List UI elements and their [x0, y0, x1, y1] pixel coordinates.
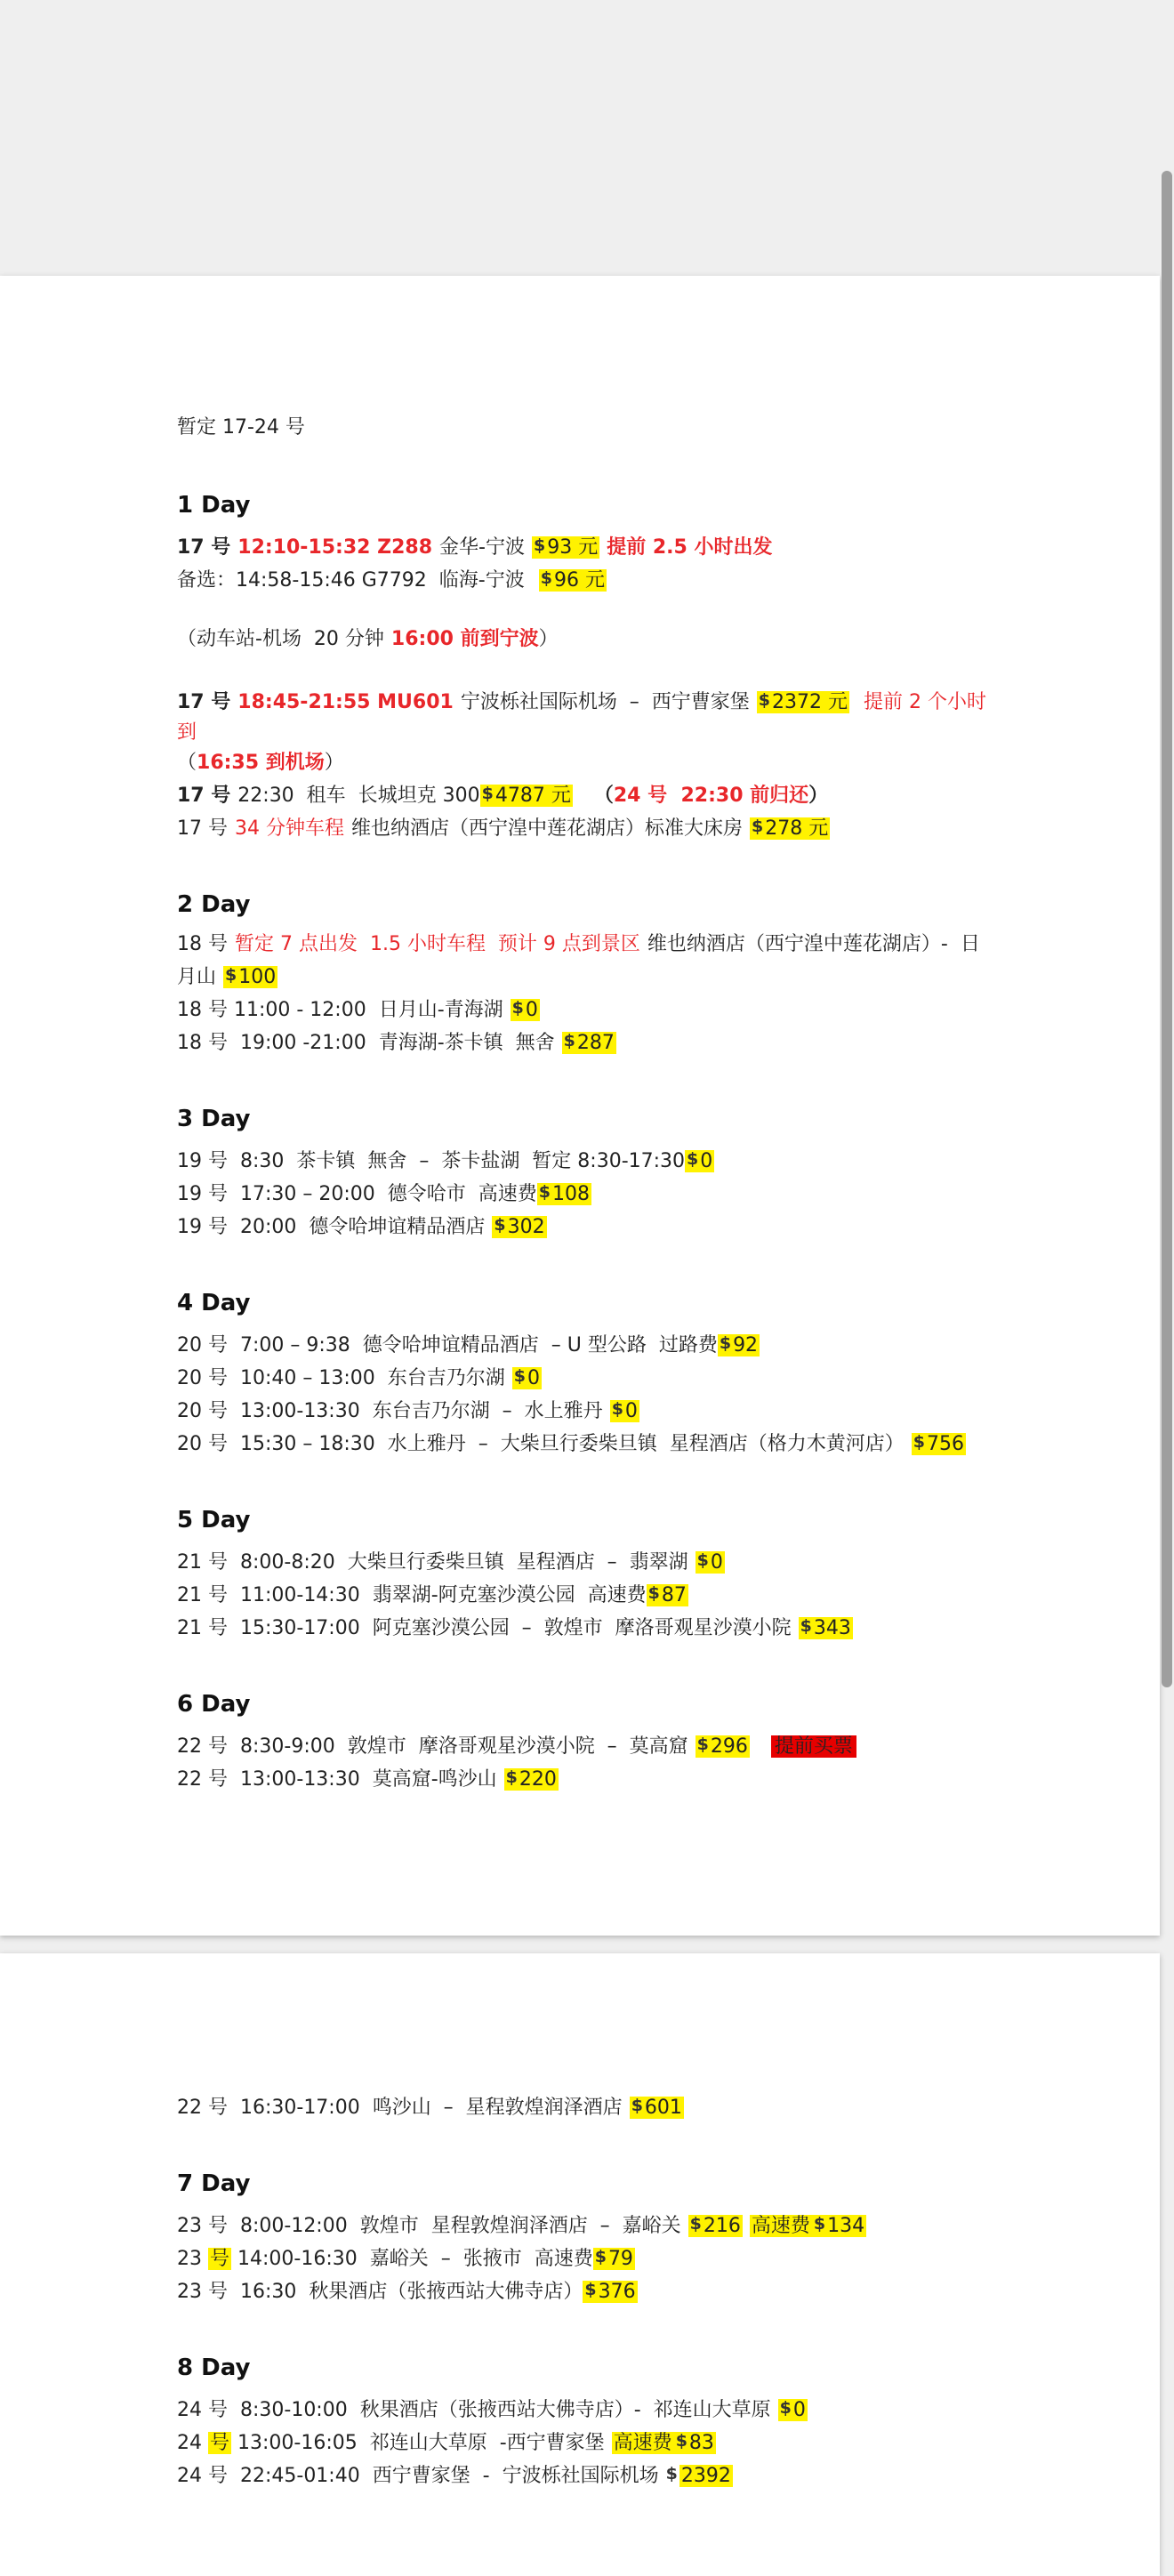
- entry-text: 21 号 15:30-17:00 阿克塞沙漠公园 – 敦煌市 摩洛哥观星沙漠小院: [177, 1617, 792, 1639]
- entry-text: 20 号 13:00-13:30 东台吉乃尔湖 – 水上雅丹: [177, 1400, 603, 1422]
- train-time: 12:10-15:32 Z288: [237, 536, 433, 559]
- dollar-icon: $: [594, 2247, 607, 2266]
- dollar-icon: $: [719, 1333, 732, 1353]
- day-6-line-3: [177, 2090, 1004, 2123]
- cost-value: 92: [733, 1334, 759, 1356]
- cost-value: 302: [507, 1216, 545, 1238]
- day-2-line-3: [177, 1026, 1004, 1059]
- dollar-icon: $: [675, 2431, 688, 2451]
- cost-badge: [718, 1334, 760, 1356]
- cost-badge: [799, 1617, 853, 1639]
- page-2-content: [177, 2090, 1004, 2491]
- cost-badge: [812, 2215, 866, 2237]
- cost-value: 601: [644, 2097, 682, 2119]
- cost-badge: [504, 1768, 559, 1791]
- day-2-line-1: [177, 930, 1004, 960]
- day-7-title: 7 Day: [177, 2170, 251, 2197]
- entry-text: 20 号 7:00 – 9:38 德令哈坤谊精品酒店 – U 型公路 过路费: [177, 1334, 718, 1356]
- day-1-line-5: [177, 778, 1004, 811]
- day-3-line-2: [177, 1177, 1004, 1210]
- cost-value: 83: [688, 2432, 714, 2454]
- day-3-line-1: [177, 1144, 1004, 1177]
- day-2-line-1b: [177, 960, 1004, 993]
- hotel-text: 维也纳酒店（西宁湟中莲花湖店）标准大床房: [351, 817, 744, 840]
- cost-badge: [492, 1216, 546, 1238]
- dollar-icon: $: [225, 965, 237, 985]
- cost-value: 2392: [680, 2465, 731, 2487]
- dollar-icon: $: [687, 1149, 699, 1169]
- day-4-line-1: [177, 1328, 1004, 1361]
- entry-text: 14:00-16:30 嘉峪关 – 张掖市 高速费: [231, 2248, 593, 2270]
- day-4-line-2: [177, 1361, 1004, 1394]
- cost-value: 2372 元: [772, 691, 848, 713]
- cost-value: 4787 元: [495, 785, 571, 807]
- cost-badge: [630, 2097, 684, 2119]
- dollar-icon: $: [689, 2214, 702, 2234]
- cost-badge: [696, 1735, 750, 1758]
- cost-value: 96 元: [553, 569, 605, 592]
- dollar-icon: $: [631, 2096, 643, 2115]
- dollar-icon: $: [696, 1550, 709, 1570]
- cost-value: 87: [661, 1584, 687, 1606]
- dollar-icon: $: [758, 690, 771, 710]
- cost-badge: [688, 2215, 743, 2237]
- flight-time: 18:45-21:55 MU601: [237, 691, 454, 713]
- day-7-line-1: [177, 2209, 1004, 2242]
- cost-badge: [511, 999, 540, 1021]
- cost-badge: [537, 1183, 591, 1205]
- cost-value: 287: [576, 1032, 615, 1054]
- alt-text: 14:58-15:46 G7792 临海-宁波: [236, 569, 525, 592]
- dollar-icon: $: [481, 784, 494, 803]
- day-1-title: 1 Day: [177, 492, 251, 519]
- day-3-title: 3 Day: [177, 1106, 251, 1132]
- entry-text: 22 号 13:00-13:30 莫高窟-鸣沙山: [177, 1768, 497, 1791]
- dollar-icon: $: [611, 1399, 623, 1419]
- note: 提前 2 个小时到: [177, 691, 986, 744]
- cost-value: 216: [703, 2215, 741, 2237]
- entry-text: 18 号 11:00 - 12:00 日月山-青海湖: [177, 999, 503, 1021]
- day-5-line-1: [177, 1545, 1004, 1578]
- cost-badge: [480, 785, 573, 807]
- dollar-icon: $: [800, 1616, 812, 1636]
- dollar-icon: $: [779, 2398, 792, 2418]
- cost-badge: [610, 1400, 639, 1422]
- dollar-icon: $: [584, 2280, 597, 2299]
- entry-text: 21 号 8:00-8:20 大柴旦行委柴旦镇 星程酒店 – 翡翠湖: [177, 1551, 688, 1574]
- cost-badge: [757, 691, 849, 713]
- alt-prefix: 备选：: [177, 569, 237, 592]
- cost-badge: [562, 1032, 616, 1054]
- date-suffix-highlight: 号: [210, 2248, 230, 2270]
- entry-text: 18 号 19:00 -21:00 青海湖-茶卡镇 無舍: [177, 1032, 555, 1054]
- cost-value: 0: [710, 1551, 723, 1574]
- day-7-line-3: [177, 2274, 1004, 2307]
- airport-note: 16:35 到机场: [197, 752, 325, 774]
- plan-note: 暂定 7 点出发 1.5 小时车程 预计 9 点到景区: [235, 933, 640, 955]
- cost-value: 376: [598, 2281, 636, 2303]
- entry-text: 20 号 15:30 – 18:30 水上雅丹 – 大柴旦行委柴旦镇 星程酒店（格力木黄河店）: [177, 1433, 905, 1455]
- document-page-1: [0, 276, 1160, 1936]
- day-4-line-4: [177, 1427, 1004, 1460]
- cost-value: 756: [926, 1433, 964, 1455]
- vertical-scrollbar[interactable]: [1162, 171, 1172, 1687]
- cost-value: 0: [700, 1150, 713, 1172]
- return-note: 24 号 22:30 前归还: [613, 785, 809, 807]
- dollar-icon: $: [533, 535, 546, 555]
- day-6-line-1: [177, 1729, 1004, 1762]
- cost-value: 93 元: [547, 536, 599, 559]
- entry-text: 19 号 17:30 – 20:00 德令哈市 高速费: [177, 1183, 537, 1205]
- cost-value: 100: [238, 966, 277, 988]
- cost-value: 220: [519, 1768, 557, 1791]
- drive-note: 34 分钟车程: [235, 817, 344, 840]
- dollar-icon: $: [494, 1215, 506, 1235]
- cost-badge: [696, 1551, 725, 1574]
- day-5-title: 5 Day: [177, 1507, 251, 1534]
- day-7-line-2: [177, 2242, 1004, 2274]
- day-8-line-1: [177, 2393, 1004, 2426]
- day-1-line-4b: [177, 748, 1004, 778]
- cost-value: 0: [527, 1367, 540, 1389]
- date: 17 号: [177, 785, 231, 807]
- day-8-line-2: [177, 2426, 1004, 2459]
- route-continued: 月山: [177, 966, 217, 988]
- dollar-icon: $: [665, 2464, 678, 2483]
- day-4-line-3: [177, 1394, 1004, 1427]
- entry-text: 24 号 8:30-10:00 秋果酒店（张掖西站大佛寺店）- 祁连山大草原: [177, 2399, 771, 2421]
- entry-text: 23 号 8:00-12:00 敦煌市 星程敦煌润泽酒店 – 嘉峪关: [177, 2215, 681, 2237]
- entry-text: 22 号 8:30-9:00 敦煌市 摩洛哥观星沙漠小院 – 莫高窟: [177, 1735, 688, 1758]
- date: 18 号: [177, 933, 228, 955]
- day-8-title: 8 Day: [177, 2355, 251, 2381]
- entry-text: 21 号 11:00-14:30 翡翠湖-阿克塞沙漠公园 高速费: [177, 1584, 647, 1606]
- cost-value: 0: [792, 2399, 806, 2421]
- date-number: 24: [177, 2432, 208, 2454]
- route: 维也纳酒店（西宁湟中莲花湖店）- 日: [647, 933, 980, 955]
- entry-text: 20 号 10:40 – 13:00 东台吉乃尔湖: [177, 1367, 505, 1389]
- arrival-note: 16:00 前到宁波: [390, 628, 539, 650]
- day-2-title: 2 Day: [177, 891, 251, 918]
- cost-value: 108: [551, 1183, 590, 1205]
- cost-badge: [674, 2432, 716, 2454]
- cost-badge: [583, 2281, 637, 2303]
- cost-badge: [647, 1584, 688, 1606]
- day-1-line-3: [177, 624, 1004, 655]
- paren-close: ）: [324, 752, 344, 774]
- toll-fee-label: 高速费: [751, 2215, 810, 2237]
- dollar-icon: $: [511, 998, 524, 1018]
- day-6-line-2: [177, 1762, 1004, 1795]
- day-5-line-3: [177, 1611, 1004, 1644]
- entry-text: 19 号 20:00 德令哈坤谊精品酒店: [177, 1216, 486, 1238]
- date-suffix-highlight: 号: [210, 2432, 230, 2454]
- day-8-line-3: [177, 2459, 1004, 2491]
- day-2-line-2: [177, 993, 1004, 1026]
- date: 17 号: [177, 691, 231, 713]
- cost-badge: [593, 2248, 635, 2270]
- day-6-title: 6 Day: [177, 1691, 251, 1718]
- day-4-title: 4 Day: [177, 1290, 251, 1316]
- page-1-content: [177, 413, 1004, 1795]
- cost-badge: [912, 1433, 966, 1455]
- toll-fee-label: 高速费: [613, 2432, 672, 2454]
- paren-open: （: [177, 752, 197, 774]
- schedule-header: 暂定 17-24 号: [177, 416, 305, 439]
- dollar-icon: $: [540, 568, 552, 588]
- cost-value: 278 元: [765, 817, 829, 840]
- entry-text: 22 号 16:30-17:00 鸣沙山 – 星程敦煌润泽酒店: [177, 2097, 623, 2119]
- cost-badge: [778, 2399, 808, 2421]
- rental-text: 22:30 租车 长城坦克 300: [237, 785, 480, 807]
- day-5-line-2: [177, 1578, 1004, 1611]
- date: 17 号: [177, 536, 231, 559]
- cost-value: 0: [525, 999, 538, 1021]
- cost-badge: [750, 817, 830, 840]
- day-3-line-3: [177, 1210, 1004, 1243]
- dollar-icon: $: [505, 1767, 518, 1787]
- dollar-icon: $: [647, 1583, 660, 1603]
- dollar-icon: $: [913, 1432, 925, 1452]
- dollar-icon: $: [813, 2214, 826, 2234]
- cost-value: 0: [624, 1400, 638, 1422]
- dollar-icon: $: [513, 1366, 526, 1386]
- date: 17 号: [177, 817, 228, 840]
- cost-value: 296: [710, 1735, 748, 1758]
- day-1-line-6: [177, 811, 1004, 844]
- paren-close: ）: [808, 785, 829, 807]
- day-1-line-1: [177, 530, 1004, 563]
- paren-open: （: [593, 785, 614, 807]
- dollar-icon: $: [752, 817, 764, 836]
- buy-tickets-badge: 提前买票: [771, 1735, 856, 1758]
- cost-badge: [532, 536, 599, 559]
- cost-badge: [512, 1367, 542, 1389]
- cost-badge: [685, 1150, 714, 1172]
- entry-text: 13:00-16:05 祁连山大草原 -西宁曹家堡: [231, 2432, 605, 2454]
- cost-value: 343: [813, 1617, 851, 1639]
- cost-badge: [539, 569, 607, 592]
- route: 金华-宁波: [439, 536, 525, 559]
- date-number: 23: [177, 2248, 208, 2270]
- entry-text: 24 号 22:45-01:40 西宁曹家堡 - 宁波栎社国际机场: [177, 2465, 659, 2487]
- entry-text: 23 号 16:30 秋果酒店（张掖西站大佛寺店）: [177, 2281, 583, 2303]
- note: 提前 2.5 小时出发: [607, 536, 773, 559]
- day-1-line-2: [177, 563, 1004, 596]
- dollar-icon: $: [696, 1735, 709, 1754]
- dollar-icon: $: [538, 1182, 551, 1202]
- transfer-text: （动车站-机场 20 分钟: [177, 628, 384, 650]
- paren-close: ）: [538, 628, 559, 650]
- cost-value: 79: [607, 2248, 633, 2270]
- cost-badge: [223, 966, 277, 988]
- entry-text: 19 号 8:30 茶卡镇 無舍 – 茶卡盐湖 暂定 8:30-17:30: [177, 1150, 686, 1172]
- dollar-icon: $: [563, 1031, 575, 1051]
- cost-value: 134: [827, 2215, 865, 2237]
- day-1-line-4: [177, 685, 1004, 748]
- document-page-2: [0, 1953, 1160, 2576]
- route: 宁波栎社国际机场 – 西宁曹家堡: [460, 691, 750, 713]
